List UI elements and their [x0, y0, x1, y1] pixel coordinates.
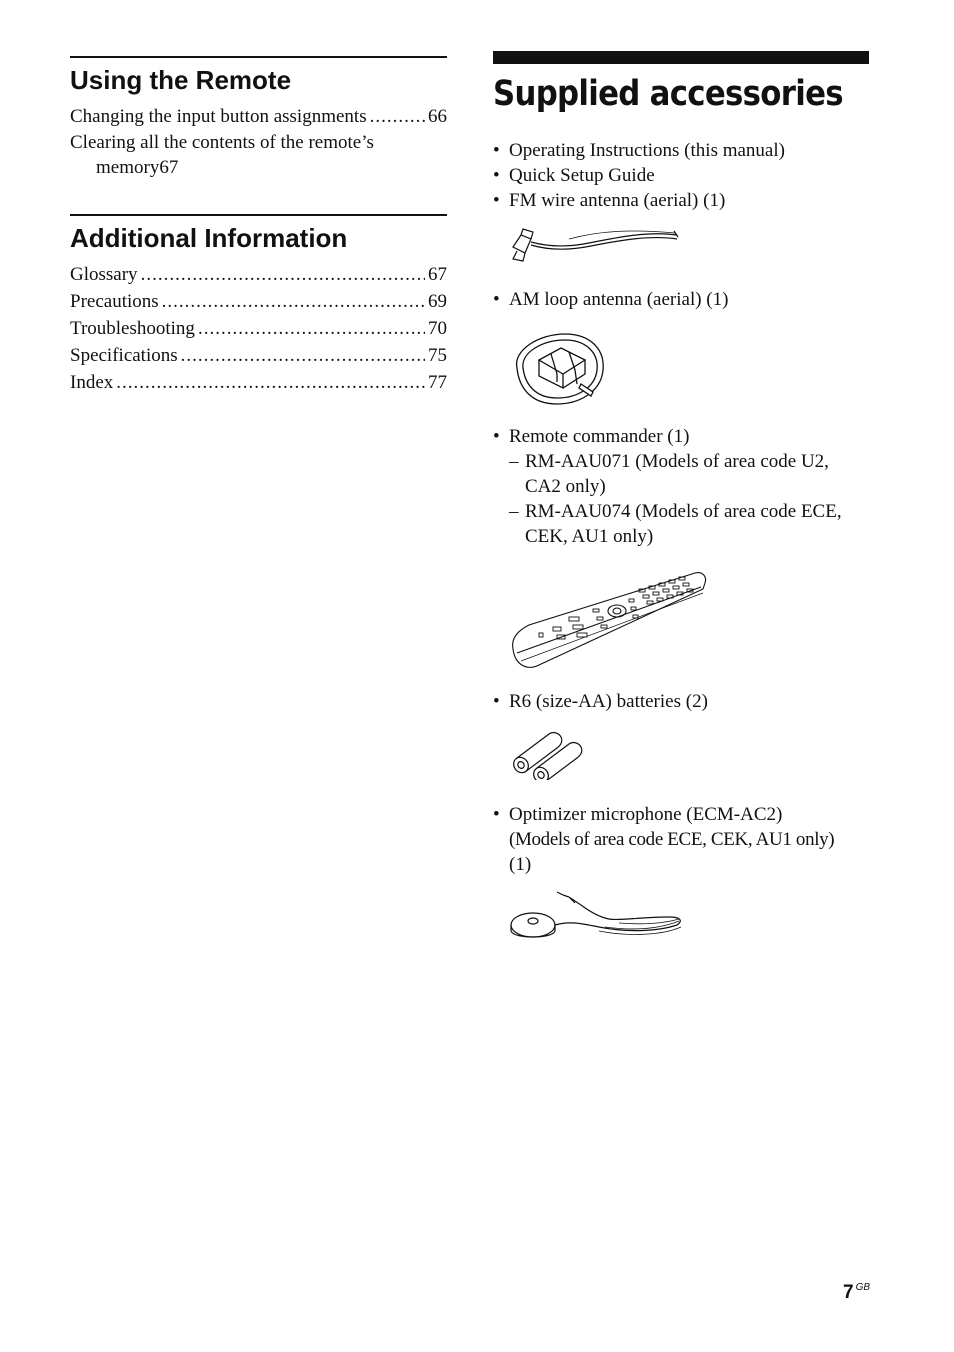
- toc-entry-page: 69: [428, 291, 447, 312]
- toc-entry-page: 66: [428, 106, 447, 127]
- list-item-text-continued: (1): [509, 854, 532, 875]
- dash: –: [509, 501, 519, 522]
- toc-leader-dots: [181, 342, 425, 369]
- toc-entry-label: Index: [70, 372, 114, 393]
- list-item: [493, 138, 869, 163]
- list-item: [493, 163, 869, 188]
- page-number: [843, 1282, 870, 1304]
- bullet: •: [493, 140, 500, 161]
- bullet: •: [493, 804, 500, 825]
- sub-list-item: [509, 499, 869, 549]
- section-rule: [70, 56, 447, 58]
- title-bar: [493, 51, 869, 64]
- section-heading: Additional Information: [70, 223, 348, 253]
- page-title: Supplied accessories: [493, 74, 843, 114]
- list-item: [493, 689, 869, 714]
- toc-entry-label-continued: memory: [96, 157, 160, 178]
- list-item-text: R6 (size-AA) batteries (2): [509, 691, 708, 712]
- page-number-suffix: GB: [855, 1282, 871, 1293]
- list-item-text: AM loop antenna (aerial) (1): [509, 289, 729, 310]
- toc-entry-label: Clearing all the contents of the remote’s: [70, 132, 374, 153]
- list-item-text: Operating Instructions (this manual): [509, 140, 785, 161]
- sub-item-text: RM-AAU071 (Models of area code U2,: [525, 451, 829, 472]
- toc-entry-label: Precautions: [70, 291, 159, 312]
- additional-information-section: [70, 214, 447, 396]
- toc-entry-label: Troubleshooting: [70, 318, 195, 339]
- section-rule: [70, 214, 447, 216]
- bullet: •: [493, 190, 500, 211]
- toc-entry-page: 70: [428, 318, 447, 339]
- section-heading: Using the Remote: [70, 65, 292, 95]
- toc-entry[interactable]: [70, 130, 447, 180]
- bullet: •: [493, 426, 500, 447]
- list-item-text: Quick Setup Guide: [509, 165, 655, 186]
- toc-entry-index[interactable]: [70, 369, 447, 396]
- right-column: [493, 51, 869, 947]
- toc-entry-troubleshooting[interactable]: [70, 315, 447, 342]
- list-item: [493, 802, 869, 877]
- toc-entry-page: 75: [428, 345, 447, 366]
- sub-list-item: [509, 449, 869, 499]
- toc-leader-dots: [198, 315, 425, 342]
- bullet: •: [493, 691, 500, 712]
- batteries-illustration: [509, 728, 589, 780]
- toc-entry-specifications[interactable]: [70, 342, 447, 369]
- toc-leader-dots: [141, 261, 425, 288]
- microphone-illustration: [509, 891, 689, 947]
- bullet: •: [493, 165, 500, 186]
- accessories-list: [493, 138, 869, 213]
- page-number-value: 7: [843, 1282, 854, 1303]
- list-item: [493, 188, 869, 213]
- using-remote-section: [70, 56, 447, 180]
- toc-leader-dots: [162, 288, 425, 315]
- sub-item-text: RM-AAU074 (Models of area code ECE,: [525, 501, 842, 522]
- list-item-text: Remote commander (1): [509, 426, 690, 447]
- sub-item-text-continued: CEK, AU1 only): [525, 526, 654, 547]
- bullet: •: [493, 289, 500, 310]
- toc-entry-label: Changing the input button assignments: [70, 106, 367, 127]
- left-column: [70, 56, 447, 396]
- list-item: [493, 287, 869, 312]
- toc-entry-label: Specifications: [70, 345, 178, 366]
- toc-leader-dots: [116, 369, 425, 396]
- list-item-text: Optimizer microphone (ECM-AC2): [509, 804, 783, 825]
- toc-entry-glossary[interactable]: [70, 261, 447, 288]
- toc-leader-dots: [370, 103, 425, 130]
- toc-entry-page: 67: [428, 264, 447, 285]
- toc-entry[interactable]: [70, 103, 447, 130]
- toc-entry-label: Glossary: [70, 264, 138, 285]
- dash: –: [509, 451, 519, 472]
- fm-antenna-illustration: [509, 217, 679, 265]
- list-item-text-continued: (Models of area code ECE, CEK, AU1 only): [509, 829, 835, 850]
- list-item: [493, 424, 869, 549]
- toc-entry-page: 77: [428, 372, 447, 393]
- am-loop-antenna-illustration: [509, 330, 609, 410]
- sub-item-text-continued: CA2 only): [525, 476, 606, 497]
- remote-commander-illustration: [509, 569, 709, 673]
- toc-entry-page: 67: [159, 157, 179, 178]
- list-item-text: FM wire antenna (aerial) (1): [509, 190, 726, 211]
- toc-entry-precautions[interactable]: [70, 288, 447, 315]
